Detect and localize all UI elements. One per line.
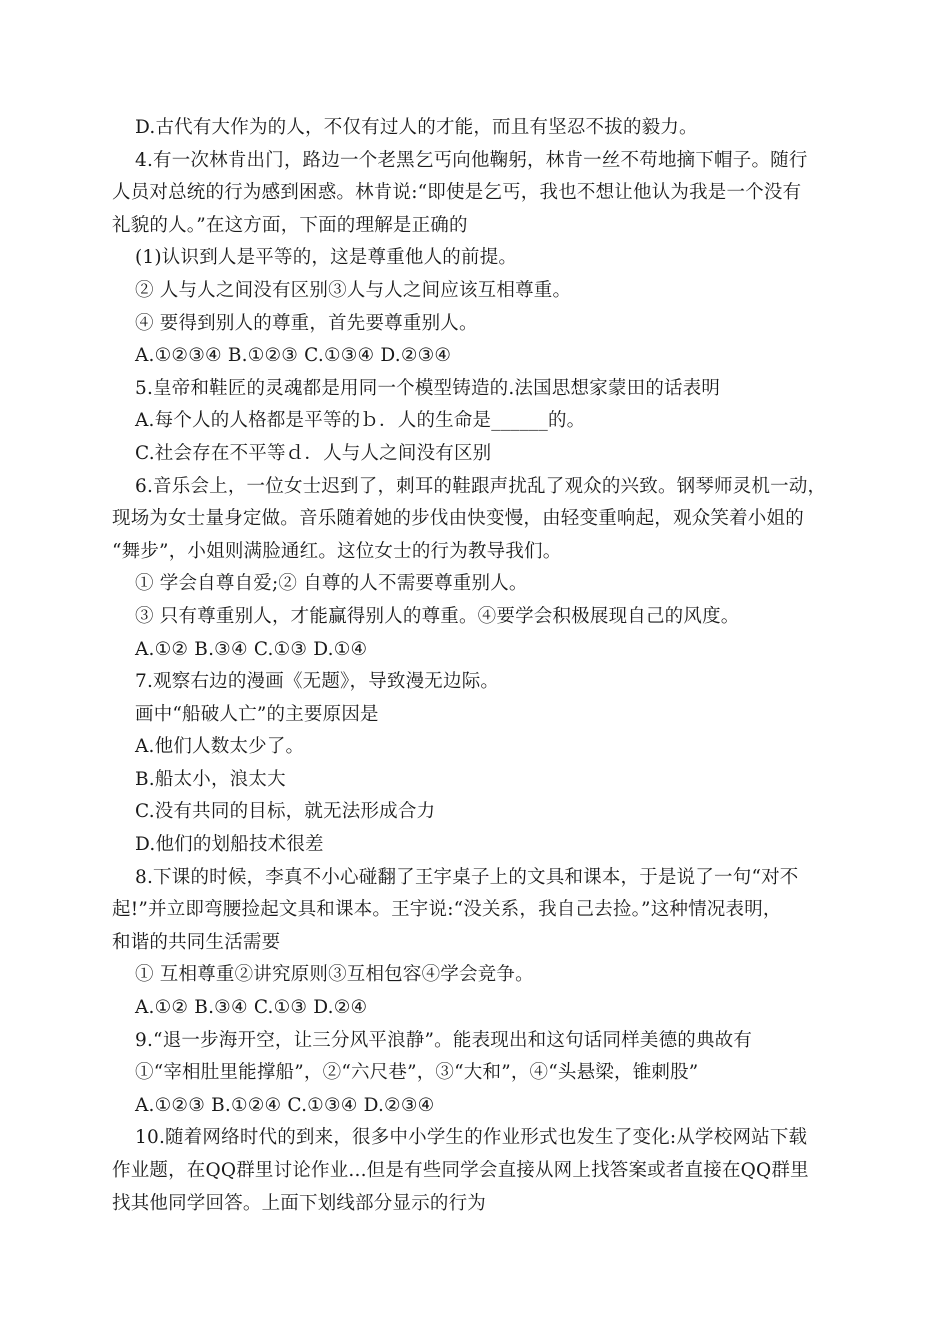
document-body <box>112 112 835 1220</box>
question-4-statement: (1)认识到人是平等的，这是尊重他人的前提。 <box>135 247 518 269</box>
question-8-text: 8.下课的时候，李真不小心碰翻了王宇桌子上的文具和课本，于是说了一句“对不 <box>135 866 799 888</box>
question-4-text-cont: 礼貌的人。”在这方面，下面的理解是正确的 <box>112 214 468 236</box>
question-5-options: A.每个人的人格都是平等的ｂ．人的生命是______的。 <box>135 410 586 432</box>
question-9-options: A.①②③ B.①②④ C.①③④ D.②③④ <box>135 1094 435 1116</box>
question-7-option-a: A.他们人数太少了。 <box>135 736 305 758</box>
question-4-statement: ④ 要得到别人的尊重，首先要尊重别人。 <box>135 312 478 334</box>
question-5-options: C.社会存在不平等ｄ．人与人之间没有区别 <box>135 442 492 464</box>
question-8-statement: ① 互相尊重②讲究原则③互相包容④学会竞争。 <box>135 964 534 986</box>
question-6-statement: ① 学会自尊自爱;② 自尊的人不需要尊重别人。 <box>135 573 528 595</box>
question-7-option-d: D.他们的划船技术很差 <box>135 834 324 856</box>
question-4-text: 4.有一次林肯出门，路边一个老黑乞丐向他鞠躬，林肯一丝不苟地摘下帽子。随行 <box>135 149 808 171</box>
question-8-text-cont: 和谐的共同生活需要 <box>112 931 281 953</box>
question-7-text-cont: 画中“船破人亡”的主要原因是 <box>135 703 379 725</box>
question-8-text-cont: 起!”并立即弯腰捡起文具和课本。王宇说:“没关系，我自己去捡。”这种情况表明， <box>112 899 782 921</box>
question-6-text-cont: “舞步”，小姐则满脸通红。这位女士的行为教导我们。 <box>112 540 562 562</box>
question-6-statement: ③ 只有尊重别人，才能赢得别人的尊重。④要学会积极展现自己的风度。 <box>135 605 740 627</box>
question-6-text: 6.音乐会上，一位女士迟到了，刺耳的鞋跟声扰乱了观众的兴致。钢琴师灵机一动， <box>135 475 827 497</box>
question-7-text: 7.观察右边的漫画《无题》，导致漫无边际。 <box>135 671 500 693</box>
question-9-statement: ①“宰相肚里能撑船”，②“六尺巷”，③“大和”，④“头悬梁，锥刺股” <box>135 1062 699 1084</box>
question-6-options: A.①② B.③④ C.①③ D.①④ <box>135 638 368 660</box>
question-7-option-c: C.没有共同的目标，就无法形成合力 <box>135 801 436 823</box>
option-d-q3: D.古代有大作为的人，不仅有过人的才能，而且有坚忍不拔的毅力。 <box>135 117 698 138</box>
question-10-text: 10.随着网络时代的到来，很多中小学生的作业形式也发生了变化:从学校网站下载 <box>135 1127 808 1149</box>
question-5-text: 5.皇帝和鞋匠的灵魂都是用同一个模型铸造的.法国思想家蒙田的话表明 <box>135 377 721 399</box>
question-4-options: A.①②③④ B.①②③ C.①③④ D.②③④ <box>135 345 452 367</box>
question-10-text-cont: 找其他同学回答。上面下划线部分显示的行为 <box>112 1192 487 1214</box>
question-4-text-cont: 人员对总统的行为感到困惑。林肯说:“即使是乞丐，我也不想让他认为我是一个没有 <box>112 182 802 204</box>
question-4-statement: ② 人与人之间没有区别③人与人之间应该互相尊重。 <box>135 279 572 301</box>
question-8-options: A.①② B.③④ C.①③ D.②④ <box>135 997 368 1019</box>
question-6-text-cont: 现场为女士量身定做。音乐随着她的步伐由快变慢，由轻变重响起，观众笑着小姐的 <box>112 508 804 530</box>
question-9-text: 9.“退一步海开空，让三分风平浪静”。能表现出和这句话同样美德的典故有 <box>135 1029 753 1051</box>
question-7-option-b: B.船太小，浪太大 <box>135 768 286 790</box>
question-10-text-cont: 作业题，在QQ群里讨论作业...但是有些同学会直接从网上找答案或者直接在QQ群里 <box>112 1160 809 1181</box>
